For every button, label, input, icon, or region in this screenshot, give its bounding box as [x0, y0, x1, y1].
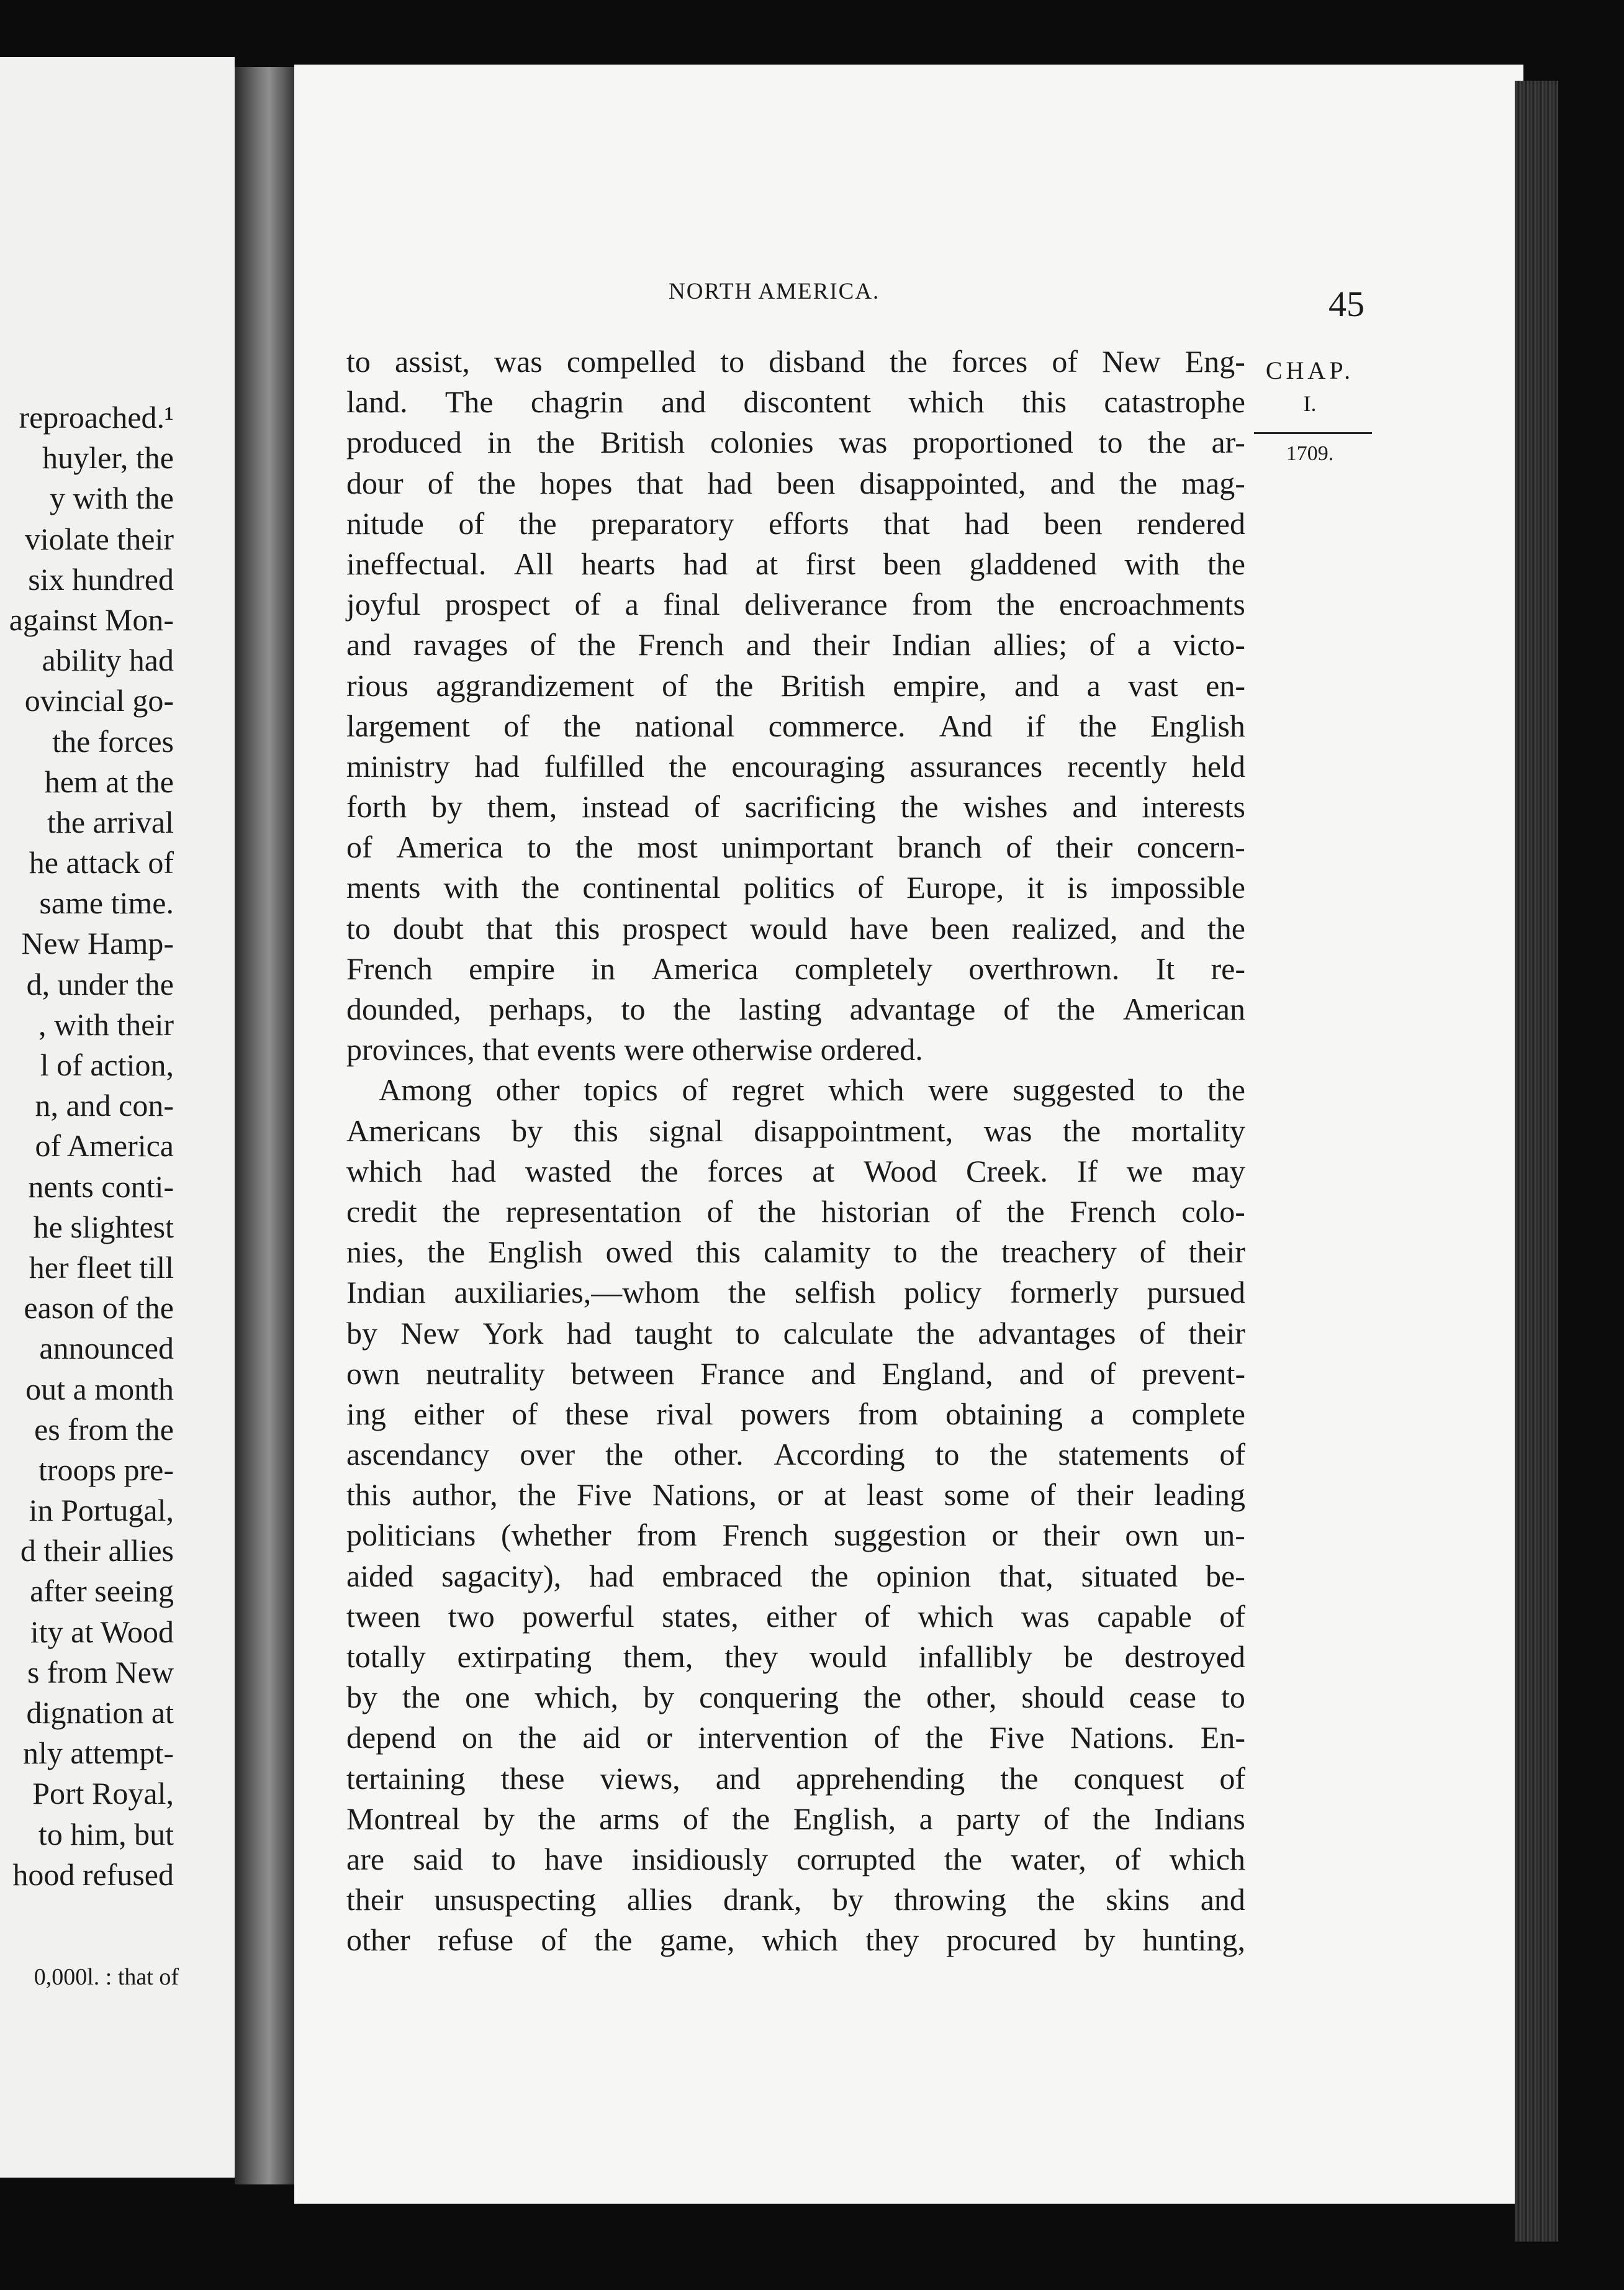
left-page-line: d, under the	[26, 966, 174, 1002]
left-page-line: hem at the	[44, 764, 174, 799]
text-line: Americans by this signal disappointment, was the mortality	[346, 1113, 1245, 1148]
left-page-line: d their allies	[20, 1533, 174, 1568]
left-page-line: New Hamp-	[21, 926, 174, 961]
left-page-line: ability had	[42, 643, 174, 678]
text-line: to doubt that this prospect would have been realized, and the	[346, 910, 1245, 946]
text-line: credit the representation of the historian of the French colo-	[346, 1193, 1245, 1229]
text-line: and ravages of the French and their Indian allies; of a victo-	[346, 627, 1245, 663]
text-line: to assist, was compelled to disband the forces of New Eng-	[346, 344, 1245, 379]
text-line: aided sagacity), had embraced the opinion that, situated be-	[346, 1558, 1245, 1593]
left-page-line: he slightest	[33, 1209, 174, 1244]
left-page-line: to him, but	[38, 1816, 174, 1852]
left-page-line: violate their	[24, 521, 174, 556]
left-page-line: ovincial go-	[24, 683, 174, 718]
text-line: their unsuspecting allies drank, by throwing the skins and	[346, 1882, 1245, 1917]
left-page-line: eason of the	[24, 1290, 174, 1326]
left-page-footnote: 0,000l. : that of	[34, 1964, 179, 1990]
left-page-line: , with their	[38, 1007, 174, 1042]
text-line: ascendancy over the other. According to the statements of	[346, 1437, 1245, 1472]
text-line: ing either of these rival powers from obtaining a complete	[346, 1396, 1245, 1431]
text-line: Indian auxiliaries,—whom the selfish policy formerly pursued	[346, 1275, 1245, 1310]
left-page-line: ity at Wood	[30, 1614, 174, 1649]
text-line: largement of the national commerce. And if the English	[346, 708, 1245, 743]
left-page-line: in Portugal,	[29, 1493, 174, 1528]
text-line: ministry had fulfilled the encouraging assurances recently held	[346, 748, 1245, 784]
text-line: ineffectual. All hearts had at first been gladdened with the	[346, 546, 1245, 581]
text-line: land. The chagrin and discontent which this catastrophe	[346, 384, 1245, 420]
left-page-line: the forces	[52, 723, 174, 759]
running-head: NORTH AMERICA.	[669, 279, 880, 304]
page-edges	[1515, 81, 1558, 2242]
left-page-line: Port Royal,	[32, 1776, 174, 1811]
margin-year: 1709.	[1286, 442, 1334, 465]
text-line: this author, the Five Nations, or at least some of their leading	[346, 1477, 1245, 1513]
left-page-line: nly attempt-	[23, 1736, 174, 1771]
left-page-line: the arrival	[47, 804, 174, 840]
left-page-line: her fleet till	[29, 1249, 174, 1285]
text-line: forth by them, instead of sacrificing the wishes and interests	[346, 789, 1245, 825]
text-line: which had wasted the forces at Wood Creek. If we may	[346, 1153, 1245, 1188]
text-line: politicians (whether from French suggestion or their own un-	[346, 1518, 1245, 1553]
left-page-line: of America	[35, 1128, 174, 1164]
left-page-line: announced	[39, 1331, 174, 1366]
margin-chapter-number: I.	[1303, 391, 1317, 416]
left-page-line: l of action,	[40, 1048, 174, 1082]
page-number: 45	[1329, 284, 1365, 324]
left-page-line: nents conti-	[28, 1169, 174, 1204]
text-line: Montreal by the arms of the English, a party of the Indians	[346, 1801, 1245, 1836]
text-line: Among other topics of regret which were suggested to the	[379, 1072, 1245, 1108]
margin-chapter-label: CHAP.	[1265, 356, 1355, 384]
text-line: joyful prospect of a final deliverance from the encroachments	[346, 587, 1245, 622]
text-line: are said to have insidiously corrupted the water, of which	[346, 1841, 1245, 1876]
book-gutter	[235, 67, 297, 2184]
text-line: nies, the English owed this calamity to the treachery of their	[346, 1234, 1245, 1270]
left-page-line: reproached.¹	[19, 400, 174, 435]
left-page-line: he attack of	[29, 845, 174, 880]
text-line: tertaining these views, and apprehending the conquest of	[346, 1760, 1245, 1796]
text-line: produced in the British colonies was proportioned to the ar-	[346, 425, 1245, 460]
text-line: provinces, that events were otherwise ordered.	[346, 1032, 923, 1067]
left-page-line: es from the	[34, 1411, 174, 1447]
left-page-line: huyler, the	[42, 440, 174, 476]
text-line: ments with the continental politics of Europe, it is impossible	[346, 870, 1245, 905]
text-line: own neutrality between France and England, and of prevent-	[346, 1355, 1245, 1391]
margin-note	[1254, 355, 1366, 468]
left-page-line: s from New	[27, 1654, 174, 1690]
text-line: dounded, perhaps, to the lasting advantage of the American	[346, 992, 1245, 1026]
text-line: nitude of the preparatory efforts that had been rendered	[346, 505, 1245, 541]
text-line: tween two powerful states, either of which was capable of	[346, 1598, 1245, 1634]
left-page-line: troops pre-	[38, 1452, 174, 1487]
left-page-text	[0, 397, 174, 1895]
margin-rule	[1254, 432, 1372, 434]
text-line: by the one which, by conquering the other, should cease to	[346, 1680, 1245, 1715]
text-line: depend on the aid or intervention of the Five Nations. En-	[346, 1720, 1245, 1755]
text-line: rious aggrandizement of the British empire, and a vast en-	[346, 668, 1245, 703]
left-page-line: n, and con-	[35, 1088, 174, 1123]
body-text	[346, 342, 1245, 1961]
left-page-line: hood refused	[12, 1857, 174, 1892]
text-line: by New York had taught to calculate the advantages of their	[346, 1315, 1245, 1351]
text-line: totally extirpating them, they would infallibly be destroyed	[346, 1639, 1245, 1674]
left-page-line: same time.	[39, 885, 174, 921]
left-page-line: out a month	[25, 1371, 174, 1406]
left-page-line: dignation at	[26, 1695, 174, 1730]
text-line: dour of the hopes that had been disappointed, and the mag-	[346, 465, 1245, 500]
left-facing-page	[0, 57, 235, 2178]
left-page-line: six hundred	[28, 561, 174, 597]
left-page-line: against Mon-	[9, 602, 174, 637]
text-line: of America to the most unimportant branch of their concern-	[346, 830, 1245, 865]
left-page-line: y with the	[50, 481, 174, 516]
left-page-line: after seeing	[30, 1573, 174, 1609]
text-line: other refuse of the game, which they procured by hunting,	[346, 1922, 1245, 1958]
text-line: French empire in America completely overthrown. It re-	[346, 951, 1245, 986]
